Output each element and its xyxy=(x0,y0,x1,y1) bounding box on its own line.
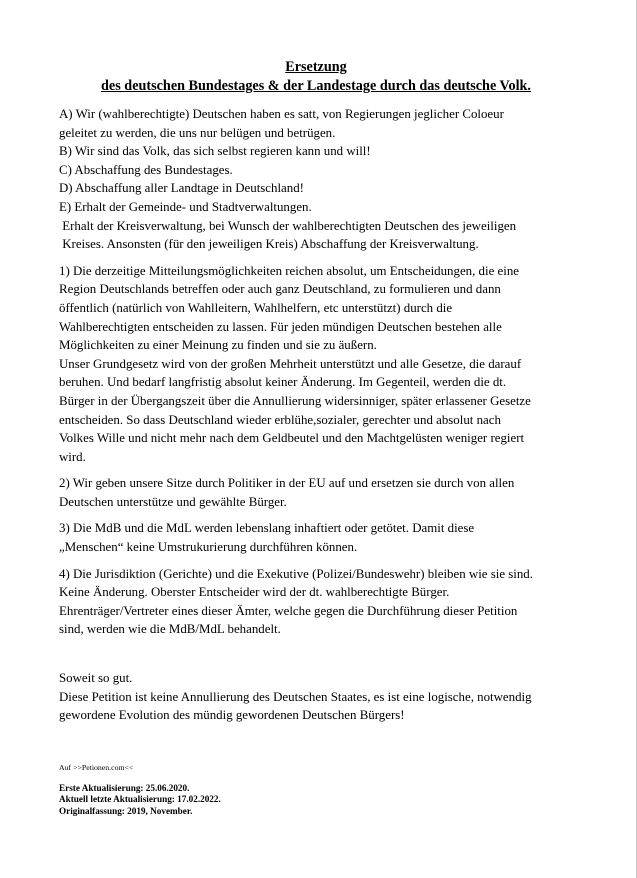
point-4-line: 4) Die Jurisdiktion (Gerichte) und die Exekutive (Polizei/Bundeswehr) bleiben wie sie sind. xyxy=(59,566,533,581)
intro-line: Kreises. Ansonsten (für den jeweiligen Kreis) Abschaffung der Kreisverwaltung. xyxy=(59,237,479,252)
point-4-line: sind, werden wie die MdB/MdL behandelt. xyxy=(59,622,281,637)
intro-line: Erhalt der Kreisverwaltung, bei Wunsch der wahlberechtigten Deutschen des jeweiligen xyxy=(59,218,517,233)
point-1-line: Region Deutschlands betreffen oder auch ganz Deutschland, zu formulieren und dann xyxy=(59,282,501,297)
title-line-1: Ersetzung xyxy=(285,59,347,75)
point-1-line: entscheiden. So dass Deutschland wieder erblühe,sozialer, gerechter und absolut nach xyxy=(59,412,501,427)
point-1-line: Möglichkeiten zu einer Meinung zu finden und sie zu äußern. xyxy=(59,338,377,353)
point-2-paragraph xyxy=(59,474,573,511)
closing-line: gewordene Evolution des mündig gewordenen Deutschen Bürgers! xyxy=(59,708,405,723)
point-3-line: „Menschen“ keine Umstrukurierung durchführen können. xyxy=(59,540,358,555)
point-2-line: 2) Wir geben unsere Sitze durch Politiker in der EU auf und ersetzen sie durch von allen xyxy=(59,476,515,491)
source-note: Auf >>Petionen.com<< xyxy=(59,762,134,772)
point-1-line: Unser Grundgesetz wird von der großen Mehrheit unterstützt und alle Gesetze, die darauf xyxy=(59,356,522,371)
point-1-line: 1) Die derzeitige Mitteilungsmöglichkeiten reichen absolut, um Entscheidungen, die eine xyxy=(59,263,519,278)
document-page xyxy=(59,58,573,818)
update-line: Erste Aktualisierung: 25.06.2020. xyxy=(59,782,190,793)
point-1-line: beruhen. Und bedarf langfristig absolut keiner Änderung. Im Gegenteil, werden die dt. xyxy=(59,375,507,390)
point-3-paragraph xyxy=(59,519,573,556)
intro-paragraph xyxy=(59,105,573,254)
update-info xyxy=(59,783,573,818)
point-1-line: Volkes Wille und nicht mehr nach dem Geldbeutel und den Machtgelüsten weniger regiert xyxy=(59,431,525,446)
point-1-line: öffentlich (natürlich von Wahlleitern, Wahlhelfern, etc unterstützt) durch die xyxy=(59,300,453,315)
update-line: Aktuell letzte Aktualisierung: 17.02.2022. xyxy=(59,794,221,805)
point-4-line: Keine Änderung. Oberster Entscheider wird der dt. wahlberechtigte Bürger. xyxy=(59,585,450,600)
closing-line: Diese Petition ist keine Annullierung des Deutschen Staates, es ist eine logische, notwendig xyxy=(59,689,532,704)
point-3-line: 3) Die MdB und die MdL werden lebenslang inhaftiert oder getötet. Damit diese xyxy=(59,521,475,536)
intro-line: A) Wir (wahlberechtigte) Deutschen haben es satt, von Regierungen jeglicher Coloeur xyxy=(59,107,504,121)
point-1-line: wird. xyxy=(59,449,86,464)
intro-line: geleitet zu werden, die uns nur belügen und betrügen. xyxy=(59,125,336,140)
point-4-paragraph xyxy=(59,565,573,639)
closing-paragraph xyxy=(59,669,573,725)
intro-line: E) Erhalt der Gemeinde- und Stadtverwaltungen. xyxy=(59,199,312,214)
closing-line: Soweit so gut. xyxy=(59,671,133,686)
point-1-paragraph xyxy=(59,262,573,467)
point-4-line: Ehrenträger/Vertreter eines dieser Ämter, welche gegen die Durchführung dieser Petition xyxy=(59,603,518,618)
point-1-line: Wahlberechtigten entscheiden zu lassen. Für jeden mündigen Deutschen bestehen alle xyxy=(59,319,502,334)
intro-line: D) Abschaffung aller Landtage in Deutschland! xyxy=(59,181,304,196)
update-line: Originalfassung: 2019, November. xyxy=(59,806,193,816)
title-line-2: des deutschen Bundestages & der Landestage durch das deutsche Volk. xyxy=(101,78,531,94)
document-title xyxy=(59,58,573,96)
point-2-line: Deutschen unterstütze und gewählte Bürger. xyxy=(59,494,287,509)
point-1-line: Bürger in der Übergangszeit über die Annullierung widersinniger, später erlassener Gesetze xyxy=(59,393,531,408)
intro-line: B) Wir sind das Volk, das sich selbst regieren kann und will! xyxy=(59,144,371,159)
intro-line: C) Abschaffung des Bundestages. xyxy=(59,162,233,177)
